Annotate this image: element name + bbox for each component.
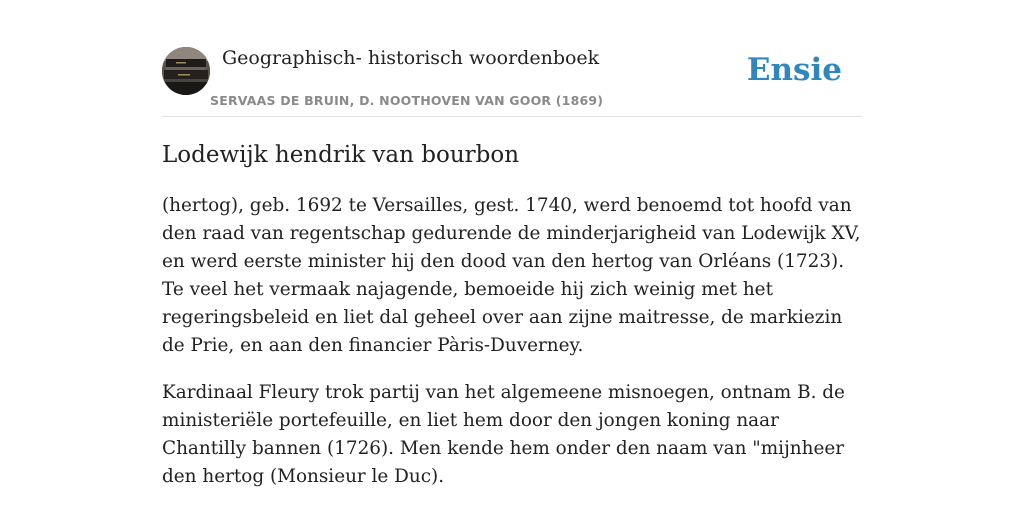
entry-title: Lodewijk hendrik van bourbon: [162, 142, 520, 168]
ensie-logo-link[interactable]: Ensie: [746, 52, 842, 88]
book-title[interactable]: Geographisch- historisch woordenboek: [222, 47, 600, 69]
book-author: SERVAAS DE BRUIN, D. NOOTHOVEN VAN GOOR (1869): [210, 93, 604, 108]
book-cover-avatar-icon[interactable]: [162, 47, 210, 95]
page: [162, 0, 862, 512]
entry-paragraph: (hertog), geb. 1692 te Versailles, gest. 1740, werd benoemd tot hoofd van den raad van regentschap gedurende de minderjarigheid van Lodewijk XV, en werd eerste minister hij den dood van den hertog van Orléans (1723). Te veel het vermaak najagende, bemoeide hij zich weinig met het regeringsbeleid en liet dal geheel over aan zijne maitresse, de markiezin de Prie, en aan den financier Pàris-Duverney.: [162, 195, 861, 356]
source-header: [162, 0, 862, 117]
entry-paragraph: Kardinaal Fleury trok partij van het algemeene misnoegen, ontnam B. de ministeriële portefeuille, en liet hem door den jongen koning naar Chantilly bannen (1726). Men kende hem onder den naam van "mijnheer den hertog (Monsieur le Duc).: [162, 382, 845, 487]
entry-body: [162, 192, 862, 510]
